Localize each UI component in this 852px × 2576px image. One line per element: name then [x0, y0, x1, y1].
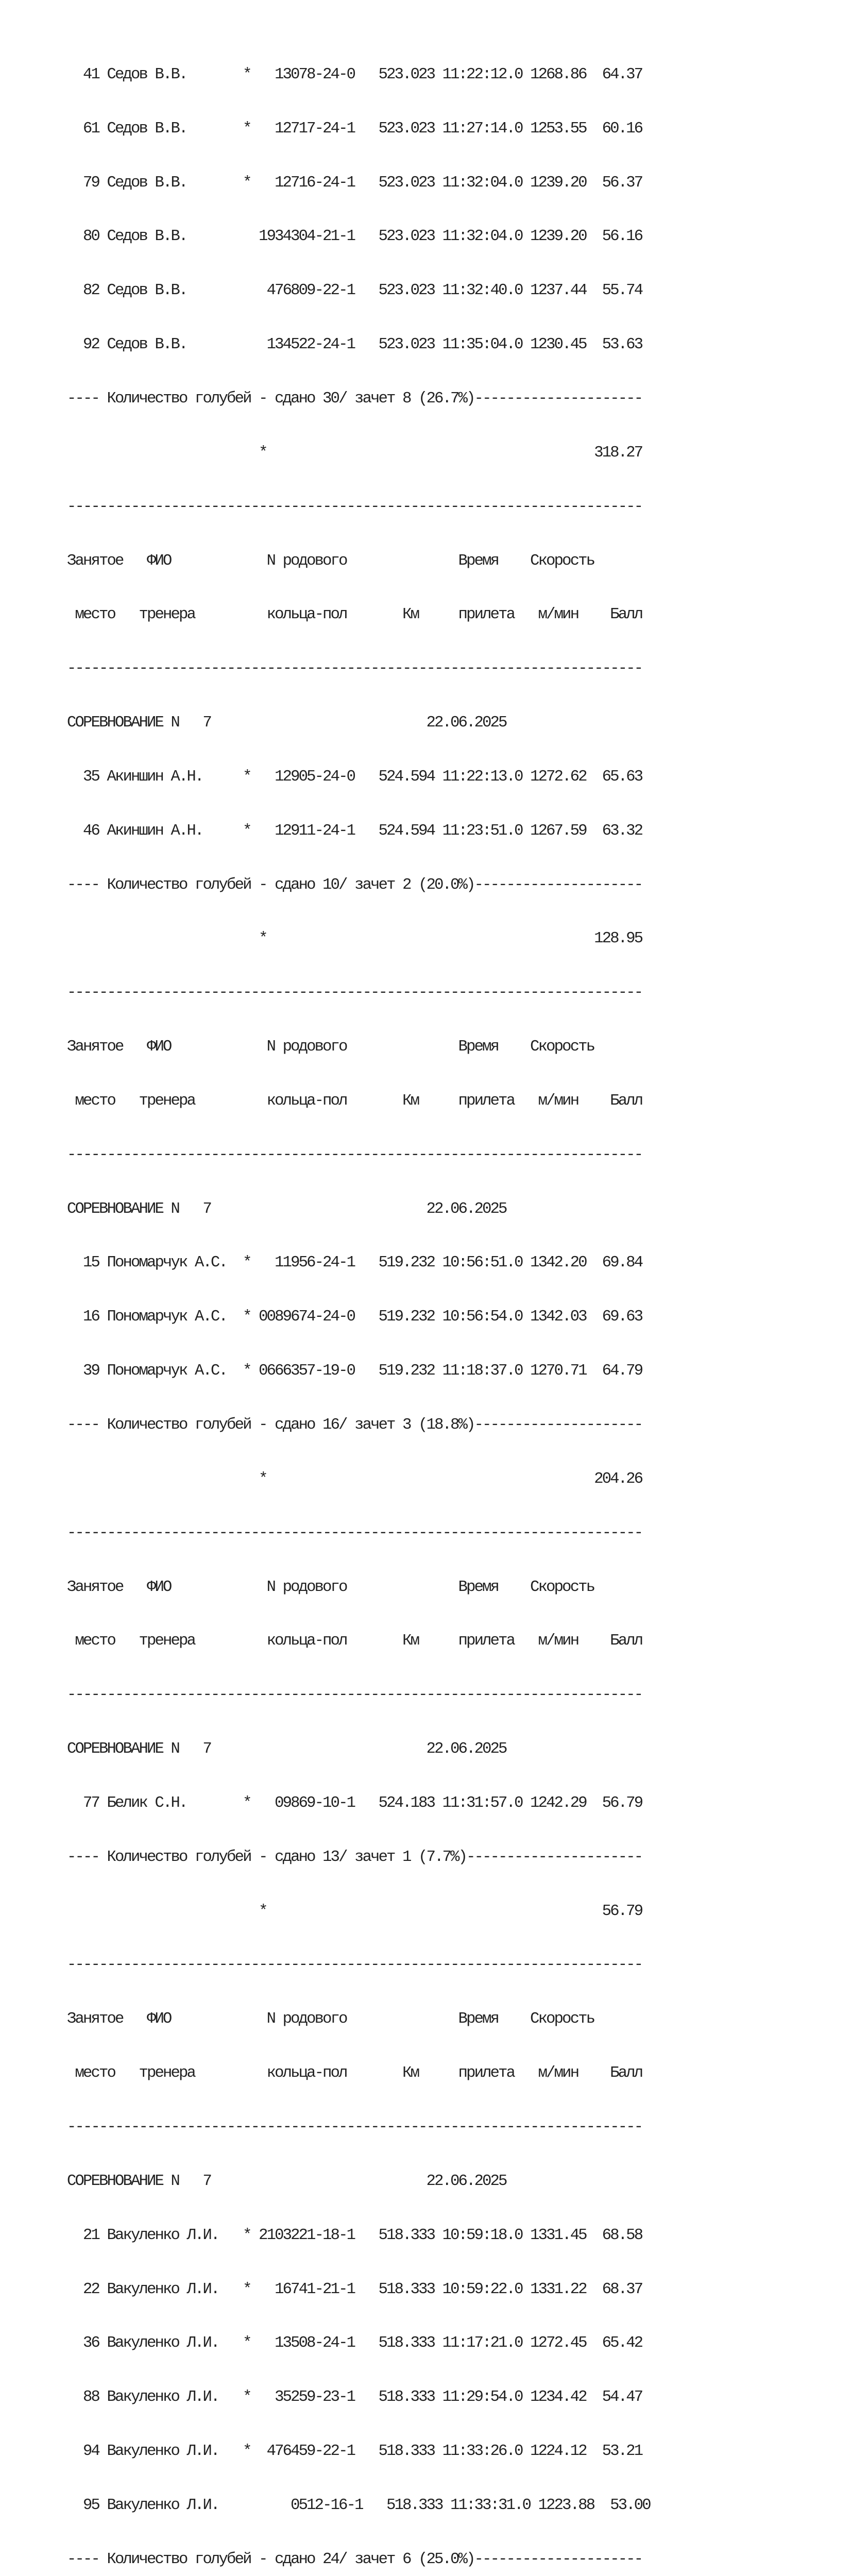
column-header-line: место тренера кольца-пол Км прилета м/мин Балл [67, 1632, 642, 1650]
result-row: 82 Седов В.В. 476809-22-1 523.023 11:32:40.0 1237.44 55.74 [67, 282, 642, 300]
competition-header-line: СОРЕВНОВАНИЕ N 7 22.06.2025 [67, 1200, 506, 1218]
column-header-line: место тренера кольца-пол Км прилета м/мин Балл [67, 1092, 642, 1110]
result-row: 36 Вакуленко Л.И. * 13508-24-1 518.333 11:17:21.0 1272.45 65.42 [67, 2334, 642, 2352]
separator-line: ------------------------------------------------------------------------ [67, 2118, 642, 2136]
column-header-line: место тренера кольца-пол Км прилета м/мин Балл [67, 606, 642, 624]
competition-header-line: СОРЕВНОВАНИЕ N 7 22.06.2025 [67, 2172, 506, 2190]
result-row: 92 Седов В.В. 134522-24-1 523.023 11:35:04.0 1230.45 53.63 [67, 336, 642, 354]
separator-line: ------------------------------------------------------------------------ [67, 1956, 642, 1974]
result-row: 35 Акиншин А.Н. * 12905-24-0 524.594 11:22:13.0 1272.62 65.63 [67, 768, 642, 786]
separator-line: ------------------------------------------------------------------------ [67, 498, 642, 516]
result-row: 21 Вакуленко Л.И. * 2103221-18-1 518.333 10:59:18.0 1331.45 68.58 [67, 2226, 642, 2244]
result-row: 77 Белик С.Н. * 09869-10-1 524.183 11:31:57.0 1242.29 56.79 [67, 1794, 642, 1812]
total-score-line: * 56.79 [67, 1902, 642, 1920]
result-row: 80 Седов В.В. 1934304-21-1 523.023 11:32:04.0 1239.20 56.16 [67, 228, 642, 246]
result-row: 95 Вакуленко Л.И. 0512-16-1 518.333 11:33:31.0 1223.88 53.00 [67, 2496, 650, 2514]
result-row: 22 Вакуленко Л.И. * 16741-21-1 518.333 10:59:22.0 1331.22 68.37 [67, 2280, 642, 2298]
result-row: 16 Пономарчук А.С. * 0089674-24-0 519.232 10:56:54.0 1342.03 69.63 [67, 1308, 642, 1326]
result-row: 41 Седов В.В. * 13078-24-0 523.023 11:22:12.0 1268.86 64.37 [67, 65, 642, 83]
result-row: 39 Пономарчук А.С. * 0666357-19-0 519.232 11:18:37.0 1270.71 64.79 [67, 1362, 642, 1380]
result-row: 88 Вакуленко Л.И. * 35259-23-1 518.333 11:29:54.0 1234.42 54.47 [67, 2388, 642, 2406]
summary-line: ---- Количество голубей - сдано 10/ зачет 2 (20.0%)--------------------- [67, 876, 642, 894]
separator-line: ------------------------------------------------------------------------ [67, 1686, 642, 1704]
summary-line: ---- Количество голубей - сдано 16/ зачет 3 (18.8%)--------------------- [67, 1416, 642, 1434]
total-score-line: * 318.27 [67, 444, 642, 462]
competition-header-line: СОРЕВНОВАНИЕ N 7 22.06.2025 [67, 714, 506, 732]
result-row: 79 Седов В.В. * 12716-24-1 523.023 11:32:04.0 1239.20 56.37 [67, 174, 642, 192]
separator-line: ------------------------------------------------------------------------ [67, 660, 642, 678]
column-header-line: Занятое ФИО N родового Время Скорость [67, 1038, 594, 1056]
column-header-line: Занятое ФИО N родового Время Скорость [67, 552, 594, 570]
result-row: 15 Пономарчук А.С. * 11956-24-1 519.232 10:56:51.0 1342.20 69.84 [67, 1254, 642, 1272]
summary-line: ---- Количество голубей - сдано 24/ зачет 6 (25.0%)--------------------- [67, 2550, 642, 2568]
competition-header-line: СОРЕВНОВАНИЕ N 7 22.06.2025 [67, 1740, 506, 1758]
summary-line: ---- Количество голубей - сдано 30/ зачет 8 (26.7%)--------------------- [67, 389, 642, 408]
separator-line: ------------------------------------------------------------------------ [67, 1146, 642, 1164]
total-score-line: * 204.26 [67, 1470, 642, 1488]
summary-line: ---- Количество голубей - сдано 13/ зачет 1 (7.7%)---------------------- [67, 1848, 642, 1866]
column-header-line: Занятое ФИО N родового Время Скорость [67, 2010, 594, 2028]
separator-line: ------------------------------------------------------------------------ [67, 984, 642, 1002]
column-header-line: Занятое ФИО N родового Время Скорость [67, 1578, 594, 1596]
column-header-line: место тренера кольца-пол Км прилета м/мин Балл [67, 2064, 642, 2082]
result-row: 46 Акиншин А.Н. * 12911-24-1 524.594 11:23:51.0 1267.59 63.32 [67, 822, 642, 840]
result-row: 94 Вакуленко Л.И. * 476459-22-1 518.333 11:33:26.0 1224.12 53.21 [67, 2443, 642, 2461]
separator-line: ------------------------------------------------------------------------ [67, 1524, 642, 1542]
result-row: 61 Седов В.В. * 12717-24-1 523.023 11:27:14.0 1253.55 60.16 [67, 120, 642, 138]
results-document [67, 30, 650, 2576]
total-score-line: * 128.95 [67, 930, 642, 948]
